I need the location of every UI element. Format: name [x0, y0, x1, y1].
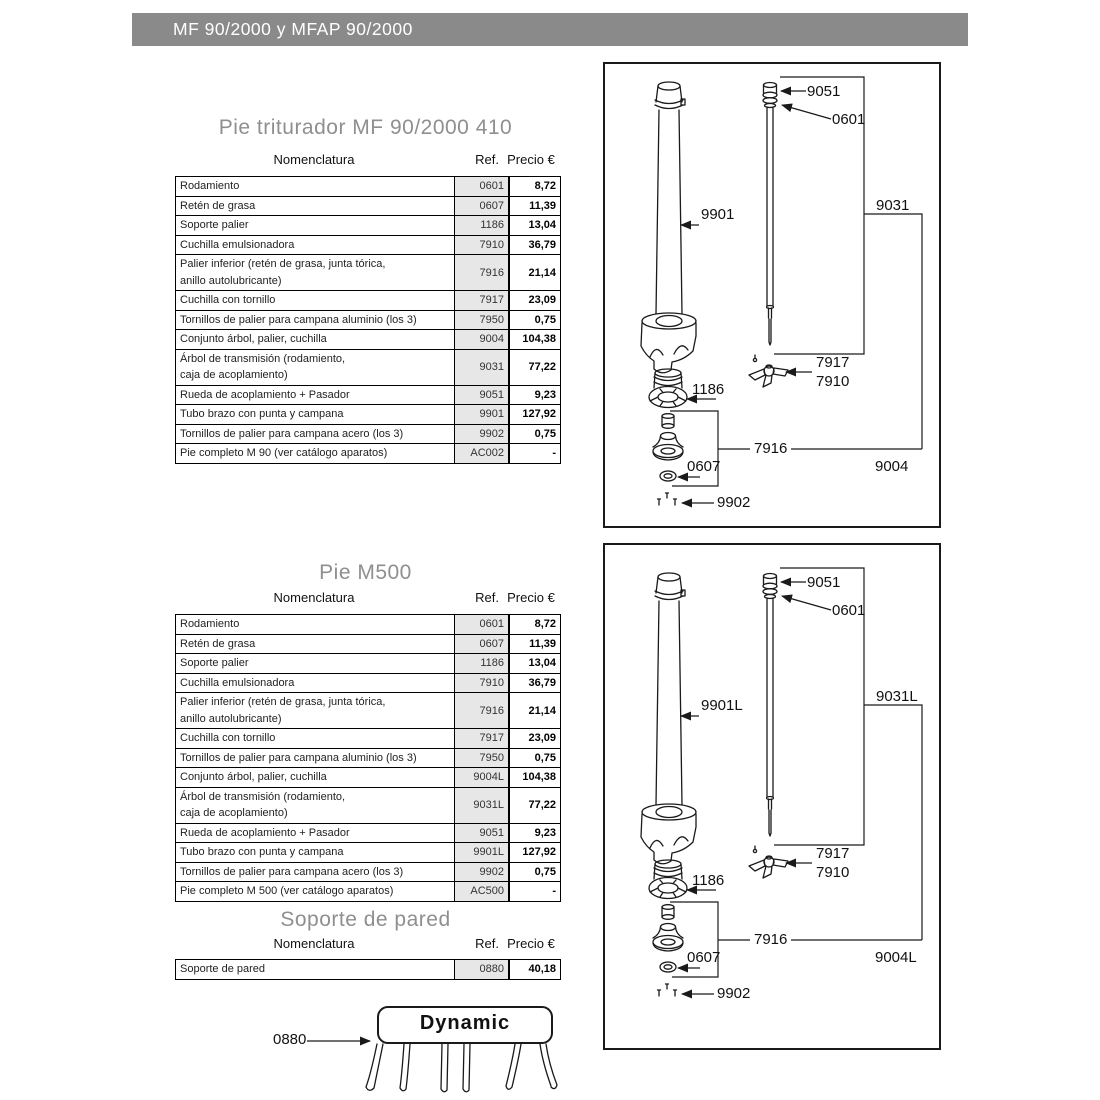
part-price-cell: 21,14 [509, 693, 561, 729]
part-name-cell: Conjunto árbol, palier, cuchilla [176, 330, 455, 350]
table-row [176, 310, 561, 330]
section-title-pie-m500: Pie M500 [319, 561, 412, 584]
part-price-cell: 0,75 [509, 748, 561, 768]
page-header-bar [132, 13, 968, 46]
part-name-cell: Tornillos de palier para campana aluminio (los 3) [176, 310, 455, 330]
table-row [176, 216, 561, 236]
part-name-cell: Soporte palier [176, 216, 455, 236]
part-name-cell: Rodamiento [176, 615, 455, 635]
table-row [176, 843, 561, 863]
page-title: MF 90/2000 y MFAP 90/2000 [173, 19, 413, 39]
part-name-cell: Palier inferior (retén de grasa, junta tórica, anillo autolubricante) [176, 255, 455, 291]
table-row [176, 729, 561, 749]
part-name-cell: Cuchilla con tornillo [176, 729, 455, 749]
part-ref-cell: 0601 [455, 177, 510, 197]
table-row [176, 960, 561, 980]
callout-screws: 9902 [717, 985, 751, 1002]
part-ref-cell: 7917 [455, 291, 510, 311]
part-ref-cell: 9031L [455, 787, 510, 823]
col-header-nomenclatura: Nomenclatura [273, 590, 355, 605]
table-row [176, 177, 561, 197]
part-ref-cell: 9004 [455, 330, 510, 350]
part-price-cell: - [509, 444, 561, 464]
callout-shaft-assembly: 9004L [875, 949, 917, 966]
table-row [176, 634, 561, 654]
part-name-cell: Cuchilla emulsionadora [176, 235, 455, 255]
callout-grease-seal: 0607 [687, 458, 721, 475]
part-ref-cell: 0601 [455, 615, 510, 635]
part-price-cell: 23,09 [509, 291, 561, 311]
table-row [176, 444, 561, 464]
table2-header-row [175, 590, 556, 610]
callout-shaft-assembly: 9004 [875, 458, 909, 475]
part-ref-cell: 9031 [455, 349, 510, 385]
part-price-cell: 8,72 [509, 177, 561, 197]
part-name-cell: Tornillos de palier para campana acero (los 3) [176, 862, 455, 882]
part-name-cell: Conjunto árbol, palier, cuchilla [176, 768, 455, 788]
part-name-cell: Árbol de transmisión (rodamiento, caja de acoplamiento) [176, 787, 455, 823]
table-row [176, 196, 561, 216]
part-price-cell: 104,38 [509, 330, 561, 350]
part-ref-cell: AC002 [455, 444, 510, 464]
callout-tube-arm: 9901L [701, 697, 743, 714]
part-ref-cell: AC500 [455, 882, 510, 902]
part-price-cell: 127,92 [509, 405, 561, 425]
callout-bearing: 0601 [832, 111, 866, 128]
callout-shaft-support: 1186 [692, 381, 725, 398]
callout-bearing: 0601 [832, 602, 866, 619]
table-row [176, 255, 561, 291]
table-row [176, 405, 561, 425]
part-price-cell: 127,92 [509, 843, 561, 863]
part-name-cell: Soporte palier [176, 654, 455, 674]
part-name-cell: Pie completo M 90 (ver catálogo aparatos) [176, 444, 455, 464]
part-name-cell: Pie completo M 500 (ver catálogo aparatos) [176, 882, 455, 902]
callout-shaft-support: 1186 [692, 872, 725, 889]
table-row [176, 235, 561, 255]
table-row [176, 330, 561, 350]
part-ref-cell: 9004L [455, 768, 510, 788]
part-price-cell: 9,23 [509, 385, 561, 405]
callout-grease-seal: 0607 [687, 949, 721, 966]
table-row [176, 385, 561, 405]
part-name-cell: Palier inferior (retén de grasa, junta tórica, anillo autolubricante) [176, 693, 455, 729]
part-ref-cell: 7910 [455, 673, 510, 693]
part-name-cell: Árbol de transmisión (rodamiento, caja de acoplamiento) [176, 349, 455, 385]
table-row [176, 823, 561, 843]
diagram-mf90-exploded-view [603, 62, 941, 528]
part-price-cell: 9,23 [509, 823, 561, 843]
col-header-ref: Ref. [475, 590, 499, 605]
callout-blade-screw: 7917 [816, 354, 850, 371]
part-name-cell: Tornillos de palier para campana aluminio (los 3) [176, 748, 455, 768]
table-row [176, 291, 561, 311]
part-price-cell: 13,04 [509, 216, 561, 236]
part-price-cell: 77,22 [509, 787, 561, 823]
part-price-cell: 36,79 [509, 673, 561, 693]
part-name-cell: Rueda de acoplamiento + Pasador [176, 823, 455, 843]
part-ref-cell: 9901L [455, 843, 510, 863]
part-ref-cell: 1186 [455, 654, 510, 674]
part-ref-cell: 7950 [455, 748, 510, 768]
part-ref-cell: 7950 [455, 310, 510, 330]
col-header-precio: Precio € [507, 936, 555, 951]
part-ref-cell: 9051 [455, 823, 510, 843]
diagram-m500-exploded-view [603, 543, 941, 1050]
table-row [176, 349, 561, 385]
part-name-cell: Rodamiento [176, 177, 455, 197]
table1-header-row [175, 152, 556, 172]
part-price-cell: 11,39 [509, 196, 561, 216]
col-header-ref: Ref. [475, 936, 499, 951]
part-price-cell: 36,79 [509, 235, 561, 255]
part-name-cell: Retén de grasa [176, 634, 455, 654]
part-name-cell: Retén de grasa [176, 196, 455, 216]
part-ref-cell: 0607 [455, 634, 510, 654]
table-row [176, 654, 561, 674]
part-ref-cell: 7916 [455, 255, 510, 291]
part-price-cell: 104,38 [509, 768, 561, 788]
table-row [176, 748, 561, 768]
part-price-cell: 23,09 [509, 729, 561, 749]
part-price-cell: 40,18 [509, 960, 561, 980]
table-row [176, 424, 561, 444]
callout-blade: 7910 [816, 373, 850, 390]
section-title-soporte-pared: Soporte de pared [280, 908, 451, 931]
callout-wall-mount: 0880 [273, 1031, 307, 1048]
col-header-precio: Precio € [507, 152, 555, 167]
part-price-cell: 77,22 [509, 349, 561, 385]
table3-header-row [175, 936, 556, 956]
part-ref-cell: 0607 [455, 196, 510, 216]
part-price-cell: 8,72 [509, 615, 561, 635]
part-ref-cell: 1186 [455, 216, 510, 236]
part-price-cell: 0,75 [509, 862, 561, 882]
table-row [176, 882, 561, 902]
col-header-ref: Ref. [475, 152, 499, 167]
section-title-pie-triturador: Pie triturador MF 90/2000 410 [218, 116, 513, 139]
table-row [176, 673, 561, 693]
part-ref-cell: 7916 [455, 693, 510, 729]
callout-blade-screw: 7917 [816, 845, 850, 862]
part-name-cell: Rueda de acoplamiento + Pasador [176, 385, 455, 405]
part-name-cell: Tubo brazo con punta y campana [176, 405, 455, 425]
part-ref-cell: 0880 [455, 960, 510, 980]
part-name-cell: Cuchilla con tornillo [176, 291, 455, 311]
part-name-cell: Tornillos de palier para campana acero (los 3) [176, 424, 455, 444]
callout-blade: 7910 [816, 864, 850, 881]
table-row [176, 787, 561, 823]
part-ref-cell: 7910 [455, 235, 510, 255]
callout-drive-shaft: 9031L [876, 688, 918, 705]
parts-table-pie-triturador [175, 176, 561, 464]
callout-screws: 9902 [717, 494, 751, 511]
parts-table-soporte-pared [175, 959, 561, 980]
part-price-cell: 0,75 [509, 424, 561, 444]
table-row [176, 615, 561, 635]
table-row [176, 862, 561, 882]
part-ref-cell: 9902 [455, 862, 510, 882]
part-ref-cell: 9051 [455, 385, 510, 405]
callout-drive-shaft: 9031 [876, 197, 910, 214]
col-header-nomenclatura: Nomenclatura [273, 936, 355, 951]
callout-lower-bearing: 7916 [750, 931, 791, 948]
part-name-cell: Soporte de pared [176, 960, 455, 980]
part-name-cell: Cuchilla emulsionadora [176, 673, 455, 693]
callout-coupling-wheel: 9051 [807, 574, 841, 591]
col-header-precio: Precio € [507, 590, 555, 605]
callout-lower-bearing: 7916 [750, 440, 791, 457]
part-ref-cell: 9902 [455, 424, 510, 444]
col-header-nomenclatura: Nomenclatura [273, 152, 355, 167]
dynamic-brand-logo: Dynamic [419, 1012, 511, 1034]
callout-tube-arm: 9901 [701, 206, 735, 223]
part-price-cell: 11,39 [509, 634, 561, 654]
table-row [176, 693, 561, 729]
callout-coupling-wheel: 9051 [807, 83, 841, 100]
part-price-cell: 13,04 [509, 654, 561, 674]
table-row [176, 768, 561, 788]
part-ref-cell: 9901 [455, 405, 510, 425]
parts-table-pie-m500 [175, 614, 561, 902]
part-price-cell: 0,75 [509, 310, 561, 330]
part-price-cell: 21,14 [509, 255, 561, 291]
part-price-cell: - [509, 882, 561, 902]
part-ref-cell: 7917 [455, 729, 510, 749]
part-name-cell: Tubo brazo con punta y campana [176, 843, 455, 863]
